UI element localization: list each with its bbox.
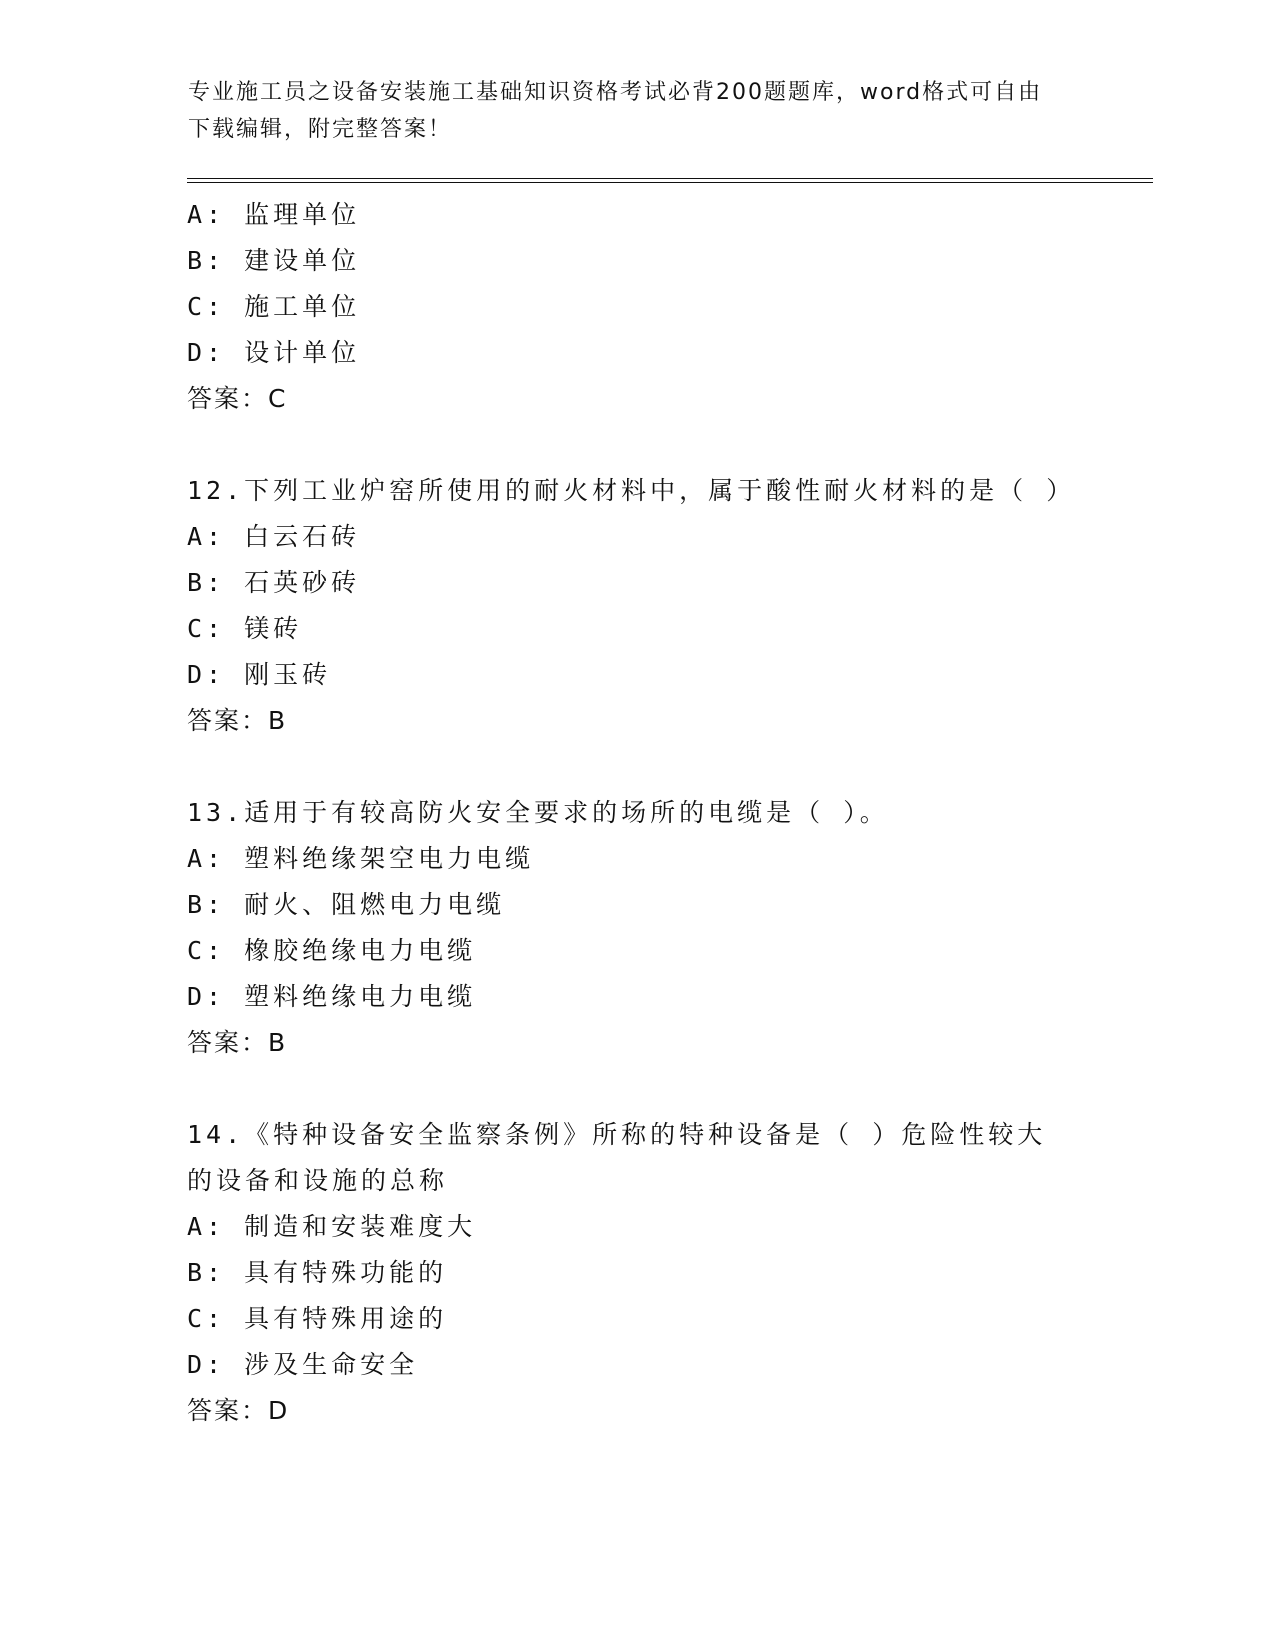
option-a: A: 白云石砖 [187,522,361,551]
question-block-11 [187,192,1087,422]
answer-label: 答案： [187,1028,269,1057]
answer-line [187,1020,1087,1066]
answer-label: 答案： [187,1396,269,1425]
answer-line [187,698,1087,744]
option-b: B: 建设单位 [187,246,361,275]
header-line-1: 专业施工员之设备安装施工基础知识资格考试必背200题题库，word格式可自由 [188,80,1043,105]
option-a: A: 制造和安装难度大 [187,1212,477,1241]
question-text: 12.下列工业炉窑所使用的耐火材料中，属于酸性耐火材料的是（ ） [187,476,1076,505]
question-block-12 [187,468,1087,744]
question-text: 13.适用于有较高防火安全要求的场所的电缆是（ ）。 [187,798,889,827]
question-block-13 [187,790,1087,1066]
header-divider-bottom [187,182,1153,183]
option-b: B: 耐火、阻燃电力电缆 [187,890,506,919]
question-text: 14.《特种设备安全监察条例》所称的特种设备是（ ）危险性较大的设备和设施的总称 [187,1120,1047,1195]
header-line-2: 下载编辑，附完整答案！ [188,117,453,142]
answer-line [187,1388,1087,1434]
answer-value: D [268,1396,289,1425]
answer-value: C [268,384,287,413]
option-a: A: 塑料绝缘架空电力电缆 [187,844,535,873]
option-b: B: 具有特殊功能的 [187,1258,448,1287]
answer-line [187,376,1087,422]
option-d: D: 塑料绝缘电力电缆 [187,982,477,1011]
option-c: C: 镁砖 [187,614,303,643]
option-c: C: 具有特殊用途的 [187,1304,448,1333]
option-b: B: 石英砂砖 [187,568,361,597]
option-d: D: 刚玉砖 [187,660,332,689]
answer-label: 答案： [187,384,269,413]
question-list [187,192,1087,1434]
option-a: A: 监理单位 [187,200,361,229]
question-block-14 [187,1112,1087,1434]
option-c: C: 橡胶绝缘电力电缆 [187,936,477,965]
answer-value: B [268,706,287,735]
answer-value: B [268,1028,287,1057]
header-divider-top [187,178,1153,179]
option-d: D: 涉及生命安全 [187,1350,419,1379]
answer-label: 答案： [187,706,269,735]
document-header [188,74,1068,148]
option-d: D: 设计单位 [187,338,361,367]
option-c: C: 施工单位 [187,292,361,321]
